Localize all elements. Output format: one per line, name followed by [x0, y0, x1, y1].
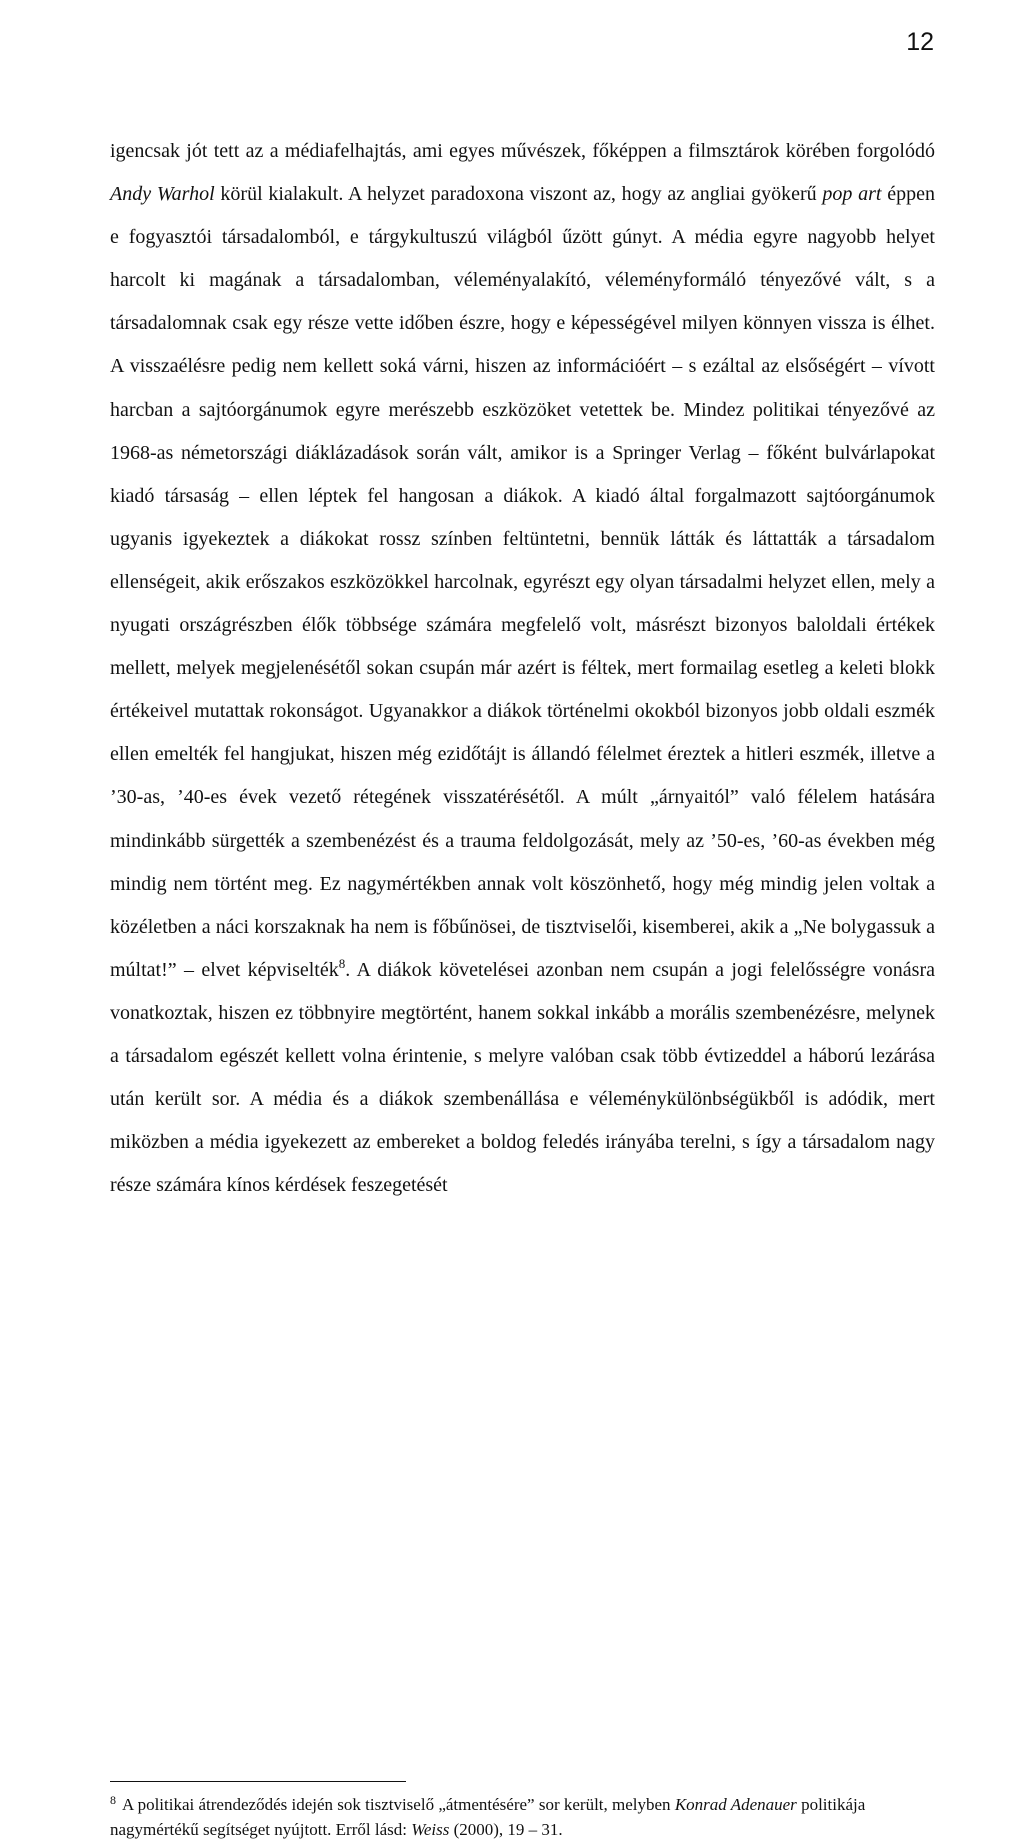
footnote-text: (2000), 19 – 31. [449, 1820, 563, 1839]
text-run: körül kialakult. A helyzet paradoxona viszont az, hogy az angliai gyökerű [214, 183, 823, 206]
footnote-text: A politikai átrendeződés idején sok tisztviselő „átmentésére” sor került, melyben [122, 1795, 675, 1814]
footnote-marker: 8 [110, 1793, 116, 1807]
text-run: igencsak jót tett az a médiafelhajtás, ami egyes művészek, főképpen a filmsztárok körében forgolódó [110, 140, 935, 162]
body-paragraph [110, 130, 935, 1207]
italic-author-weiss: Weiss [411, 1820, 450, 1839]
text-run: éppen e fogyasztói társadalomból, e tárgykultuszú világból űzött gúnyt. A média egyre nagyobb helyet harcolt ki magának a társadalomban, véleményalakító, véleményformáló tényezővé vált, s a társadalomnak csak egy része vette időben észre, hogy e képességével milyen könnyen vissza is élhet. A visszaélésre pedig nem kellett soká várni, hiszen az információért – s ezáltal az elsőségért – vívott harcban a sajtóorgánumok egyre merészebb eszközöket vetettek be. Mindez politikai tényezővé az 1968-as németországi diáklázadások során vált, amikor is a Springer Verlag – főként bulvárlapokat kiadó társaság – ellen léptek fel hangosan a diákok. A kiadó által forgalmazott sajtóorgánumok ugyanis igyekeztek a diákokat rossz színben feltüntetni, bennük látták és láttatták a társadalom ellenségeit, akik erőszakos eszközökkel harcolnak, egyrészt egy olyan társadalmi helyzet ellen, mely a nyugati országrészben élők többsége számára megfelelő volt, másrészt bizonyos baloldali értékek mellett, melyek megjelenésétől sokan csupán már azért is féltek, mert formailag esetleg a keleti blokk értékeivel mutattak rokonságot. Ugyanakkor a diákok történelmi okokból bizonyos jobb oldali eszmék ellen emelték fel hangjukat, hiszen még ezidőtájt is állandó félelmet éreztek a hitleri eszmék, illetve a ’30-as, ’40-es évek vezető rétegének visszatérésétől. A múlt „árnyaitól” való félelem hatására mindinkább sürgették a szembenézést és a trauma feldolgozását, mely az ’50-es, ’60-as években még mindig nem történt meg. Ez nagymértékben annak volt köszönhető, hogy még mindig jelen voltak a közéletben a náci korszaknak ha nem is főbűnösei, de tisztviselői, kisemberei, akik a „Ne bolygassuk a múltat!” – elvet képviselték [110, 183, 935, 981]
text-run: . A diákok követelései azonban nem csupán a jogi felelősségre vonásra vonatkoztak, hiszen ez többnyire megtörtént, hanem sokkal inkább a morális szembenézésre, melynek a társadalom egészét kellett volna érintenie, s melyre valóban csak több évtizeddel a háború lezárása után került sor. A média és a diákok szembenállása e véleménykülönbségükből is adódik, mert miközben a média igyekezett az embereket a boldog feledés irányába terelni, s így a társadalom nagy része számára kínos kérdések feszegetését [110, 958, 935, 1197]
italic-name-andy-warhol: Andy Warhol [110, 183, 215, 206]
footnote-text: politikája nagymértékű segítséget nyújtott. Erről lásd: [110, 1795, 866, 1839]
footnote-separator [110, 1781, 406, 1782]
italic-term-pop-art: pop art [822, 183, 882, 206]
italic-name-konrad-adenauer: Konrad Adenauer [674, 1795, 797, 1814]
footnote-8 [110, 1792, 935, 1842]
page-number: 12 [906, 28, 934, 56]
footnote-reference[interactable]: 8 [338, 955, 346, 971]
